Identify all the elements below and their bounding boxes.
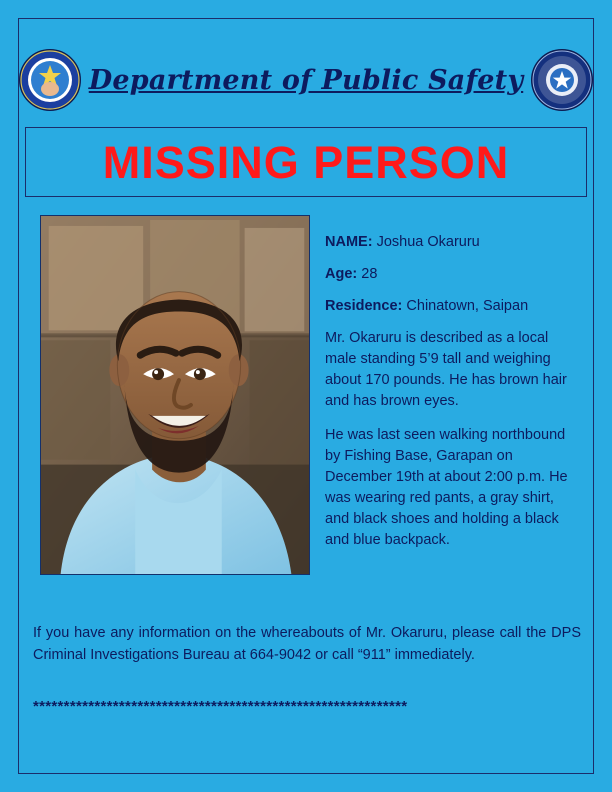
- poster-header: [19, 42, 593, 118]
- age-field: [325, 264, 575, 285]
- dps-seal-icon: [19, 49, 81, 111]
- missing-person-banner: [25, 127, 587, 197]
- residence-label: Residence:: [325, 298, 403, 315]
- name-value: Joshua Okaruru: [376, 234, 480, 250]
- physical-description: Mr. Okaruru is described as a local male standing 5’9 tall and weighing about 170 pounds. He has brown hair and has brown eyes.: [325, 330, 567, 410]
- divider: *************************************************************: [33, 698, 408, 715]
- page-title: Department of Public Safety: [88, 64, 524, 96]
- missing-person-photo: [40, 215, 310, 575]
- age-label: Age:: [325, 266, 358, 283]
- age-value: 28: [361, 266, 378, 283]
- banner-title: MISSING PERSON: [102, 136, 510, 188]
- residence-field: [325, 296, 575, 317]
- details-panel: [325, 232, 575, 564]
- residence-value: Chinatown, Saipan: [406, 298, 529, 315]
- name-label: NAME:: [325, 234, 373, 250]
- last-seen-description: He was last seen walking northbound by Fishing Base, Garapan on December 19th at about 2:00 p.m. He was wearing red pants, a gray shirt, and black shoes and holding a black and blue backpack.: [325, 427, 568, 549]
- contact-information: If you have any information on the whereabouts of Mr. Okaruru, please call the DPS Criminal Investigations Bureau at 664-9042 or call “911” immediately.: [33, 625, 581, 664]
- dps-badge-icon: [531, 49, 593, 111]
- name-field: [325, 232, 575, 253]
